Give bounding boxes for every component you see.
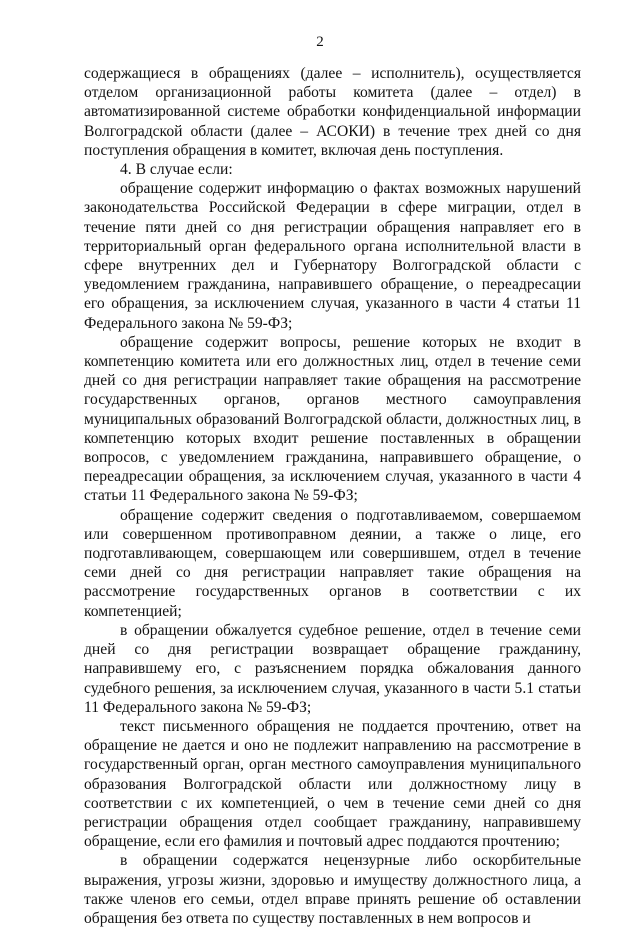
paragraph-competence: обращение содержит вопросы, решение которых не входит в компетенцию комитета или его должностных лиц, отдел в течение семи дней со дня регистрации направляет такие обращения на рассмотрение государственных органов, органов местного самоуправления муниципальных образований Волгоградской области, должностных лиц, в компетенцию которых входит решение поставленных в обращении вопросов, с уведомлением гражданина, направившего обращение, о переадресации обращения, за исключением случая, указанного в части 4 статьи 11 Федерального закона № 59-ФЗ;: [84, 333, 581, 505]
paragraph-unlawful-act: обращение содержит сведения о подготавливаемом, совершаемом или совершенном противоправном деянии, а также о лице, его подготавливающем, совершающем или совершившем, отдел в течение семи дней со дня регистрации направляет такие обращения на рассмотрение государственных органов в соответствии с их компетенцией;: [84, 506, 581, 620]
paragraph-continuation: содержащиеся в обращениях (далее – исполнитель), осуществляется отделом организационной работы комитета (далее – отдел) в автоматизированной системе обработки конфиденциальной информации Волгоградской области (далее – АСОКИ) в течение трех дней со дня поступления обращения в комитет, включая день поступления.: [84, 65, 581, 159]
document-body: [84, 64, 581, 928]
paragraph-migration: обращение содержит информацию о фактах возможных нарушений законодательства Российской Федерации в сфере миграции, отдел в течение пяти дней со дня регистрации обращения направляет его в территориальный орган федерального органа исполнительной власти в сфере внутренних дел и Губернатору Волгоградской области с уведомлением гражданина, направившего обращение, о переадресации его обращения, за исключением случая, указанного в части 4 статьи 11 Федерального закона № 59-ФЗ;: [84, 180, 581, 332]
paragraph-offensive-language: в обращении содержатся нецензурные либо оскорбительные выражения, угрозы жизни, здоровью и имуществу должностного лица, а также членов его семьи, отдел вправе принять решение об оставлении обращения без ответа по существу поставленных в нем вопросов и: [84, 852, 581, 927]
paragraph-court-decision: в обращении обжалуется судебное решение, отдел в течение семи дней со дня регистрации возвращает обращение гражданину, направившему его, с разъяснением порядка обжалования данного судебного решения, за исключением случая, указанного в части 5.1 статьи 11 Федерального закона № 59-ФЗ;: [84, 621, 581, 716]
paragraph-unreadable-text: текст письменного обращения не поддается прочтению, ответ на обращение не дается и оно не подлежит направлению на рассмотрение в государственный орган, орган местного самоуправления муниципального образования Волгоградской области или должностному лицу в соответствии с их компетенцией, о чем в течение семи дней со дня регистрации обращения отдел сообщает гражданину, направившему обращение, если его фамилия и почтовый адрес поддаются прочтению;: [84, 717, 581, 851]
paragraph-clause-4-heading: 4. В случае если:: [120, 161, 233, 179]
page-number: 2: [316, 34, 324, 50]
